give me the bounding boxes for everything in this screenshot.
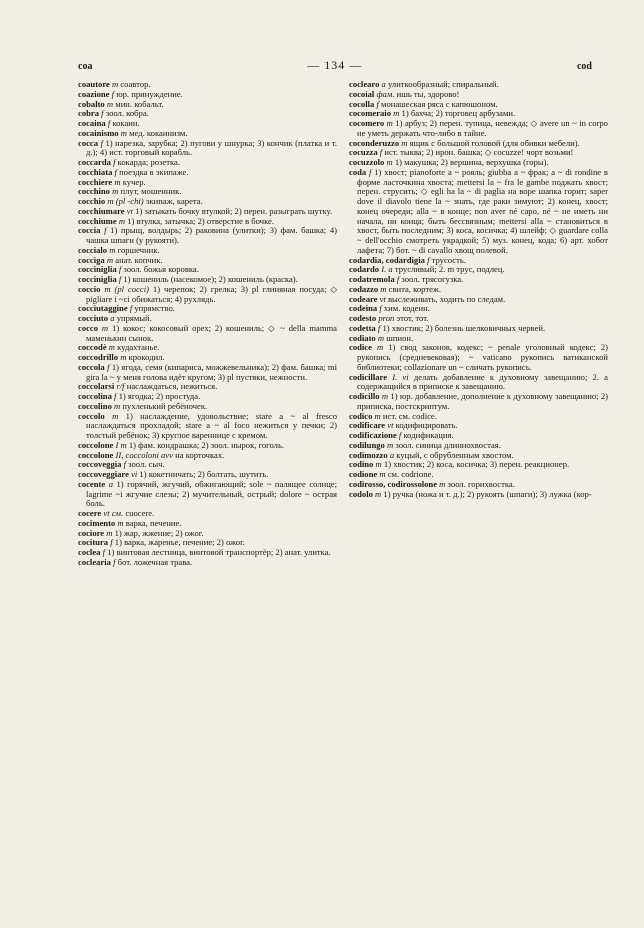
- headword: cocciutaggine: [78, 303, 128, 314]
- grammar-note: vt: [379, 293, 386, 304]
- headword: coccodè: [78, 342, 107, 353]
- grammar-note: m (pl cocci): [104, 283, 149, 294]
- translation: этот, тот.: [396, 313, 429, 323]
- translation: ящик с большой головой (для обивки мебели).: [409, 137, 580, 148]
- text-columns: [78, 80, 608, 892]
- grammar-note: f: [113, 556, 116, 567]
- headword: coccodrillo: [78, 352, 119, 362]
- translation: 1) ручка (ножа и т. д.); 2) рукоять (шпаги); 3) лужка (кор-: [383, 488, 592, 499]
- headword: cocciniglia: [78, 264, 117, 275]
- grammar-note: m: [106, 254, 114, 265]
- dictionary-entry: [78, 480, 337, 509]
- grammar-note: f: [100, 137, 103, 148]
- dictionary-entry: [349, 392, 608, 412]
- grammar-note: m (pl -chi): [107, 196, 144, 206]
- headword: codesto: [349, 313, 377, 323]
- grammar-note: m: [120, 352, 127, 362]
- translation: делать добавление к духовному завещанию; 2. a содержащийся в приписке к завещанию.: [357, 371, 608, 392]
- translation: 1) хвост; pianoforte a ~ рояль; giubba a ~ фрак; a ~ di rondine в форме ласточкина хвоста; mettersi la ~ fra le gambe поджать хвост; перен. струсить; ◇ egli ha la ~ di paglia на воре шапка горит; saper dove il diavolo tiene la ~ знать, где раки зимуют; 2) конец, хвост; конец очереди; alla ~ в конце; non aver né capo, né ~ не иметь ни начала, ни конца; быть бессвязным; mettersi alla ~ становиться в хвост, быть последним; 3) косa, косичка; 4) шлейф; ◇ guardare colla ~ dell'occhio смотреть украдкой; 5) муз. конец, кода; 6) арт. хобот лафета; 7) бот. ~ di cavallo хвощ полевой.: [357, 166, 608, 255]
- headword: coautore: [78, 80, 110, 89]
- translation: зоол. сыч.: [128, 459, 165, 470]
- translation: cuocere.: [125, 508, 155, 518]
- grammar-note: f: [110, 537, 113, 548]
- grammar-note: m: [117, 517, 124, 528]
- translation: 1) прыщ, волдырь; 2) раковина (улитки); 3) фам. башка; 4) чашка шпаги (у рукояти).: [86, 225, 337, 245]
- headword: cobra: [78, 108, 100, 119]
- translation: трусость.: [431, 254, 466, 265]
- headword: cocuzzolo: [349, 157, 385, 167]
- dictionary-entry: [78, 558, 337, 568]
- headword: cocomeraio: [349, 108, 391, 119]
- translation: выслеживать, ходить по следам.: [388, 293, 506, 304]
- translation: 1) втулка, затычка; 2) отверстие в бочке.: [127, 215, 274, 226]
- translation: 1) ягода, семя (кипариса, можжевельника); 2) фам. башка; mi gira la ~ у меня голова идёт кругом; 3) pl пустяки, нежности.: [86, 361, 337, 382]
- headword: cocco: [78, 322, 99, 333]
- grammar-note: f: [369, 166, 372, 177]
- running-header: [78, 58, 592, 76]
- headword: coclearo: [349, 80, 380, 89]
- grammar-note: f: [107, 361, 110, 372]
- grammar-note: m: [114, 176, 121, 187]
- grammar-note: m: [120, 127, 127, 138]
- translation: мед. кокаинизм.: [129, 127, 188, 138]
- headword: cocuzza: [349, 147, 378, 158]
- grammar-note: m: [111, 80, 119, 89]
- headword: cocente: [78, 478, 106, 489]
- grammar-note: m: [101, 322, 109, 333]
- translation: 1) кокос; кокосовый орех; 2) кошениль; ◇ ~ della mamma маменькин сынок.: [86, 322, 337, 343]
- grammar-note: f: [118, 274, 122, 284]
- headword: cocciuto: [78, 313, 109, 323]
- right-column: [349, 80, 608, 892]
- translation: зоол. трясогузка.: [401, 274, 464, 284]
- translation: крокодил.: [128, 352, 165, 362]
- grammar-note: I m: [115, 439, 127, 450]
- grammar-note: I. a: [381, 264, 393, 275]
- headword: coccolina: [78, 391, 112, 401]
- headword: codimozzo: [349, 449, 388, 460]
- headword: coccoveggiare: [78, 469, 129, 479]
- grammar-note: фам.: [376, 88, 395, 99]
- translation: 1) наслаждение, удовольствие; stare a ~ al fresco наслаждаться прохладой; stare a ~ al foco нежиться у печки; 2) толстый ребёнок; 3) круглое вареннице с кремом.: [86, 410, 337, 440]
- headword: coconderuzzo: [349, 137, 400, 148]
- headword: cocchio: [78, 196, 106, 206]
- translation: варка, печение.: [125, 517, 182, 528]
- translation: монашеская ряса с капюшоном.: [381, 98, 498, 109]
- grammar-note: m: [108, 342, 116, 353]
- grammar-note: m: [112, 410, 119, 421]
- headword: coclearia: [78, 556, 111, 567]
- translation: кодифицировать.: [395, 420, 458, 431]
- header-right-guide-word: cod: [576, 61, 592, 72]
- headword: codazzo: [349, 283, 379, 294]
- grammar-note: pron: [378, 313, 395, 323]
- translation: экипаж, карета.: [145, 196, 203, 206]
- headword: cocaina: [78, 118, 106, 128]
- headword: codardia, codardigia: [349, 254, 425, 265]
- translation: куцый, с обрубленным хвостом.: [396, 449, 514, 460]
- translation: 1) бахча; 2) торговец арбузами.: [401, 108, 516, 119]
- headword: cocainismo: [78, 127, 119, 138]
- translation: соавтор.: [120, 80, 151, 89]
- translation: ист. тыква; 2) ирон. башка; ◇ cocuzze! чорт возьми!: [384, 147, 574, 158]
- grammar-note: m: [393, 108, 400, 119]
- translation: юр. принуждение.: [116, 88, 183, 99]
- translation: зоол. горихвостка.: [447, 478, 515, 489]
- translation: ист. см. codice.: [382, 410, 437, 421]
- headword: codirosso, codirossolone: [349, 478, 438, 489]
- translation: зоол. божья коровка.: [123, 264, 199, 275]
- translation: на корточках.: [175, 449, 225, 460]
- translation: зоол. кобра.: [105, 108, 149, 119]
- headword: coccio: [78, 283, 101, 294]
- translation: плут, мошенник.: [120, 186, 182, 197]
- headword: codione: [349, 469, 378, 479]
- translation: кокаин.: [112, 118, 140, 128]
- headword: codeina: [349, 303, 378, 314]
- translation: улиткообразный; спиральный.: [388, 80, 499, 89]
- translation: кокарда; розетка.: [117, 157, 181, 167]
- translation: см. codrione.: [387, 469, 434, 479]
- headword: cociore: [78, 527, 105, 538]
- headword: codolo: [349, 488, 373, 499]
- dictionary-entry: [78, 324, 337, 344]
- translation: кудахтанье.: [117, 342, 160, 353]
- translation: наслаждаться, нежиться.: [126, 381, 218, 392]
- headword: codicillo: [349, 391, 380, 401]
- headword: coccia: [78, 225, 101, 236]
- grammar-note: m: [375, 459, 382, 470]
- grammar-note: f: [114, 391, 117, 401]
- dictionary-entry: [78, 412, 337, 441]
- grammar-note: a: [108, 478, 113, 489]
- headword: cocitura: [78, 537, 109, 548]
- grammar-note: f: [427, 254, 430, 265]
- headword: cocciniglia: [78, 274, 117, 284]
- translation: 1) юр. добавление, дополнение к духовному завещанию; 2) приписка, постскриптум.: [357, 391, 608, 411]
- dictionary-entry: [349, 373, 608, 393]
- headword: coccialo: [78, 244, 108, 255]
- headword: cocimento: [78, 517, 116, 528]
- grammar-note: f: [101, 108, 104, 119]
- grammar-note: vt см.: [103, 508, 124, 518]
- grammar-note: f: [379, 303, 382, 314]
- grammar-note: f: [104, 225, 107, 236]
- grammar-note: f: [118, 264, 122, 275]
- header-left-guide-word: coa: [78, 61, 93, 72]
- translation: 1) хвостик; 2) болезнь шелковичных червей.: [382, 322, 546, 333]
- grammar-note: f: [396, 274, 400, 284]
- headword: coccolone: [78, 449, 114, 460]
- grammar-note: m: [439, 478, 446, 489]
- headword: coccolarsi: [78, 381, 115, 392]
- headword: coccola: [78, 361, 105, 372]
- grammar-note: f: [113, 157, 116, 167]
- headword: cocchiume: [78, 215, 117, 226]
- dictionary-entry: [349, 119, 608, 139]
- dictionary-entry: [78, 363, 337, 383]
- translation: 1) макушка; 2) вершина, верхушка (горы).: [394, 157, 549, 167]
- dictionary-entry: [78, 285, 337, 305]
- headword: codardo: [349, 264, 380, 275]
- dictionary-entry: [78, 139, 337, 159]
- grammar-note: m: [109, 244, 116, 255]
- grammar-note: a: [389, 449, 395, 460]
- translation: 1) затыкать бочку втулкой; 2) перен. разыграть шутку.: [135, 205, 333, 216]
- headword: codetta: [349, 322, 376, 333]
- grammar-note: m: [118, 215, 126, 226]
- translation: упрямство.: [134, 303, 175, 314]
- grammar-note: f: [379, 147, 383, 158]
- grammar-note: a: [110, 313, 115, 323]
- grammar-note: m: [375, 488, 382, 499]
- grammar-note: I. vi: [392, 371, 409, 382]
- grammar-note: m: [386, 118, 393, 128]
- headword: cocchino: [78, 186, 110, 197]
- translation: анат. копчик.: [115, 254, 163, 265]
- headword: coccolo: [78, 410, 105, 421]
- translation: ишь ты, здорово!: [396, 88, 460, 99]
- headword: cocchiere: [78, 176, 113, 187]
- grammar-note: f: [376, 98, 379, 109]
- grammar-note: vi: [131, 469, 138, 479]
- headword: cobalto: [78, 98, 105, 109]
- headword: codificare: [349, 420, 386, 431]
- grammar-note: II, coccoloni avv: [115, 449, 173, 460]
- headword: cocciga: [78, 254, 105, 265]
- grammar-note: m: [112, 186, 119, 197]
- headword: coclea: [78, 547, 101, 557]
- grammar-note: f: [129, 303, 133, 314]
- grammar-note: m: [374, 410, 381, 421]
- grammar-note: f: [111, 88, 115, 99]
- grammar-note: m: [106, 527, 113, 538]
- left-column: [78, 80, 337, 892]
- grammar-note: f: [377, 322, 381, 333]
- translation: 1) черепок; 2) грелка; 3) pl глиняная посуда; ◇ pigliare i ~ci обижаться; 4) рухлядь.: [86, 283, 337, 304]
- headword: cocca: [78, 137, 99, 148]
- translation: поездка в экипаже.: [119, 166, 189, 177]
- grammar-note: f: [107, 118, 111, 128]
- translation: 1) ягодка; 2) простуда.: [118, 391, 201, 401]
- dictionary-entry: [349, 490, 608, 500]
- translation: хим. кодеин.: [383, 303, 430, 314]
- grammar-note: vt: [126, 205, 133, 216]
- headword: coccolone: [78, 439, 114, 450]
- headword: codicillare: [349, 371, 388, 382]
- translation: 1) фам. кондрашка; 2) зоол. нырок, гоголь.: [128, 439, 285, 450]
- grammar-note: f: [398, 430, 402, 440]
- headword: codico: [349, 410, 373, 421]
- translation: 1) хвостик; 2) коса, косичка; 3) перен. реакционер.: [383, 459, 570, 470]
- grammar-note: f: [102, 547, 105, 557]
- headword: codilungo: [349, 439, 385, 450]
- headword: cocolla: [349, 98, 375, 109]
- grammar-note: r/f: [116, 381, 125, 392]
- grammar-note: m: [381, 391, 389, 401]
- headword: codice: [349, 342, 372, 353]
- headword: cocomero: [349, 118, 385, 128]
- headword: codiato: [349, 332, 376, 343]
- grammar-note: m: [114, 400, 121, 411]
- translation: мин. кобальт.: [115, 98, 164, 109]
- dictionary-entry: [349, 343, 608, 372]
- translation: пухленький ребёночек.: [122, 400, 208, 411]
- translation: 1) кошениль (насекомое); 2) кошениль (краска).: [123, 274, 298, 284]
- grammar-note: f: [114, 166, 117, 177]
- grammar-note: m: [401, 137, 408, 148]
- grammar-note: m: [377, 332, 385, 343]
- translation: упрямый.: [116, 313, 152, 323]
- translation: 1) жар, жжение; 2) ожог.: [114, 527, 204, 538]
- grammar-note: a: [381, 80, 386, 89]
- translation: кучер.: [122, 176, 146, 187]
- headword: coda: [349, 166, 367, 177]
- headword: codatremola: [349, 274, 395, 284]
- grammar-note: m: [380, 283, 387, 294]
- headword: cocchiata: [78, 166, 113, 177]
- headword: cocoial: [349, 88, 375, 99]
- headword: cocchiumare: [78, 205, 125, 216]
- headword: codeare: [349, 293, 378, 304]
- headword: coccarda: [78, 157, 111, 167]
- headword: coccolino: [78, 400, 112, 411]
- grammar-note: m: [376, 342, 384, 353]
- translation: 1) нарезка, зарубка; 2) пугови у шнурка; 3) кончик (платка и т. д.); 4) ист. торговый корабль.: [86, 137, 337, 158]
- translation: 1) арбуз; 2) перен. тупица, невежда; ◇ avere un ~ in corpo не уметь держать что-либо в тайне.: [357, 118, 608, 138]
- translation: 1) горячий, жгучий, обжигающий; sole ~ палящее солнце; lagrime ~i жгучие слезы; 2) мучительный, острый; dolore ~ острая боль.: [86, 478, 337, 509]
- translation: свита, кортеж.: [388, 283, 441, 294]
- translation: шпион.: [386, 332, 414, 343]
- translation: трусливый; 2. m трус, подлец.: [394, 264, 505, 275]
- translation: горшечник.: [117, 244, 160, 255]
- grammar-note: f: [123, 459, 126, 470]
- grammar-note: m: [106, 98, 114, 109]
- page-number: — 134 —: [307, 58, 363, 72]
- headword: coccoveggia: [78, 459, 122, 470]
- translation: 1) винтовая лестница, винтовой транспортёр; 2) анат. улитка.: [107, 547, 331, 557]
- headword: codificazione: [349, 430, 397, 440]
- grammar-note: m: [386, 157, 393, 167]
- headword: cocere: [78, 508, 102, 518]
- translation: зоол. синица длиннохвостая.: [395, 439, 501, 450]
- grammar-note: m: [379, 469, 386, 479]
- headword: codino: [349, 459, 374, 470]
- grammar-note: m: [386, 439, 394, 450]
- translation: кодификация.: [403, 430, 454, 440]
- translation: 1) варка, жаренье, печение; 2) ожог.: [114, 537, 245, 548]
- translation: 1) свод законов, кодекс; ~ penale уголовный кодекс; 2) рукопись (средневековая); ~ vaticano рукопись ватиканской библиотеки; collazionare un ~ сличать рукопись.: [357, 342, 608, 372]
- headword: coazione: [78, 88, 110, 99]
- translation: бот. ложечная трава.: [117, 556, 193, 567]
- grammar-note: vt: [387, 420, 394, 431]
- translation: 1) кокетничать; 2) болтать, шутить.: [139, 469, 269, 479]
- dictionary-entry: [349, 168, 608, 256]
- dictionary-entry: [78, 226, 337, 246]
